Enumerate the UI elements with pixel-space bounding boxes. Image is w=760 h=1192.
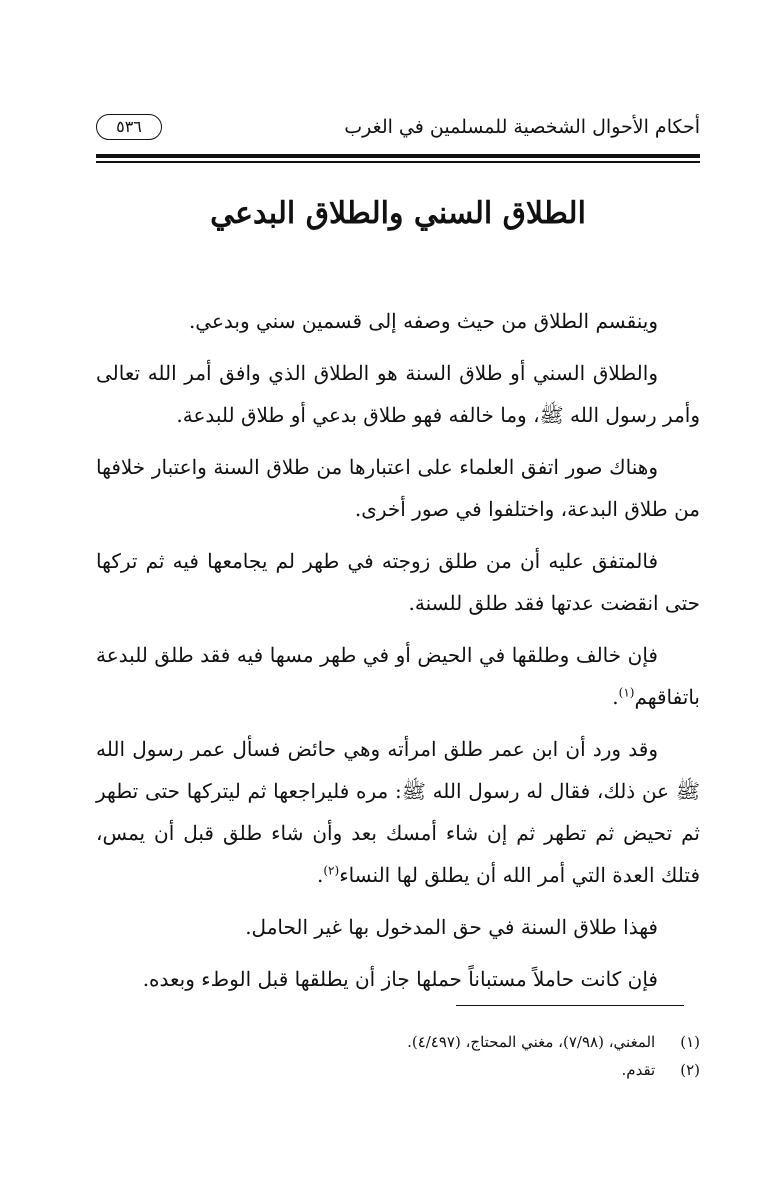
paragraph-5: فإن خالف وطلقها في الحيض أو في طهر مسها فيه فقد طلق للبدعة باتفاقهم$^{(١)}$.: [96, 643, 700, 709]
footnote-ref-1: (١): [618, 685, 635, 700]
footnote-number: (٢): [680, 1061, 700, 1079]
paragraph-4: فالمتفق عليه أن من طلق زوجته في طهر لم يجامعها فيه ثم تركها حتى انقضت عدتها فقد طلق للسنة.: [96, 549, 700, 615]
paragraph-8: فإن كانت حاملاً مستباناً حملها جاز أن يطلقها قبل الوطء وبعده.: [142, 967, 658, 991]
footnote-separator: [456, 1005, 684, 1006]
footnote-ref-2: (٢): [323, 863, 340, 878]
footnote-number: (١): [680, 1033, 700, 1051]
running-title: أحكام الأحوال الشخصية للمسلمين في الغرب: [344, 116, 700, 138]
footnotes: [96, 1028, 700, 1084]
paragraph-7: فهذا طلاق السنة في حق المدخول بها غير الحامل.: [245, 915, 658, 939]
page-header: [96, 110, 700, 154]
header-rule-thick: [96, 154, 700, 158]
header-rule-thin: [96, 161, 700, 163]
paragraph-6: وقد ورد أن ابن عمر طلق امرأته وهي حائض فسأل عمر رسول الله ﷺ عن ذلك، فقال له رسول الله ﷺ: مره فليراجعها ثم ليتركها حتى تطهر ثم تحيض ثم تطهر ثم إن شاء أمسك بعد وأن شاء طلق قبل أن يمس، فتلك العدة التي أمر الله أن يطلق لها النساء$^{(٢)}$.: [96, 737, 700, 887]
paragraph-1: وينقسم الطلاق من حيث وصفه إلى قسمين سني وبدعي.: [188, 309, 658, 333]
paragraph-3: وهناك صور اتفق العلماء على اعتبارها من طلاق السنة واعتبار خلافها من طلاق البدعة، واختلفوا في صور أخرى.: [96, 455, 700, 521]
body-text: [96, 300, 700, 1010]
footnote-1: [96, 1028, 700, 1056]
chapter-title: الطلاق السني والطلاق البدعي: [210, 196, 586, 231]
footnote-text: المغني، (٧/٩٨)، مغني المحتاج، (٤/٤٩٧).: [407, 1033, 656, 1051]
page-number: ٥٣٦: [96, 114, 162, 140]
paragraph-2: والطلاق السني أو طلاق السنة هو الطلاق الذي وافق أمر الله تعالى وأمر رسول الله ﷺ، وما خالفه فهو طلاق بدعي أو طلاق للبدعة.: [96, 361, 700, 427]
footnote-text: تقدم.: [621, 1061, 656, 1079]
footnote-2: [96, 1056, 700, 1084]
